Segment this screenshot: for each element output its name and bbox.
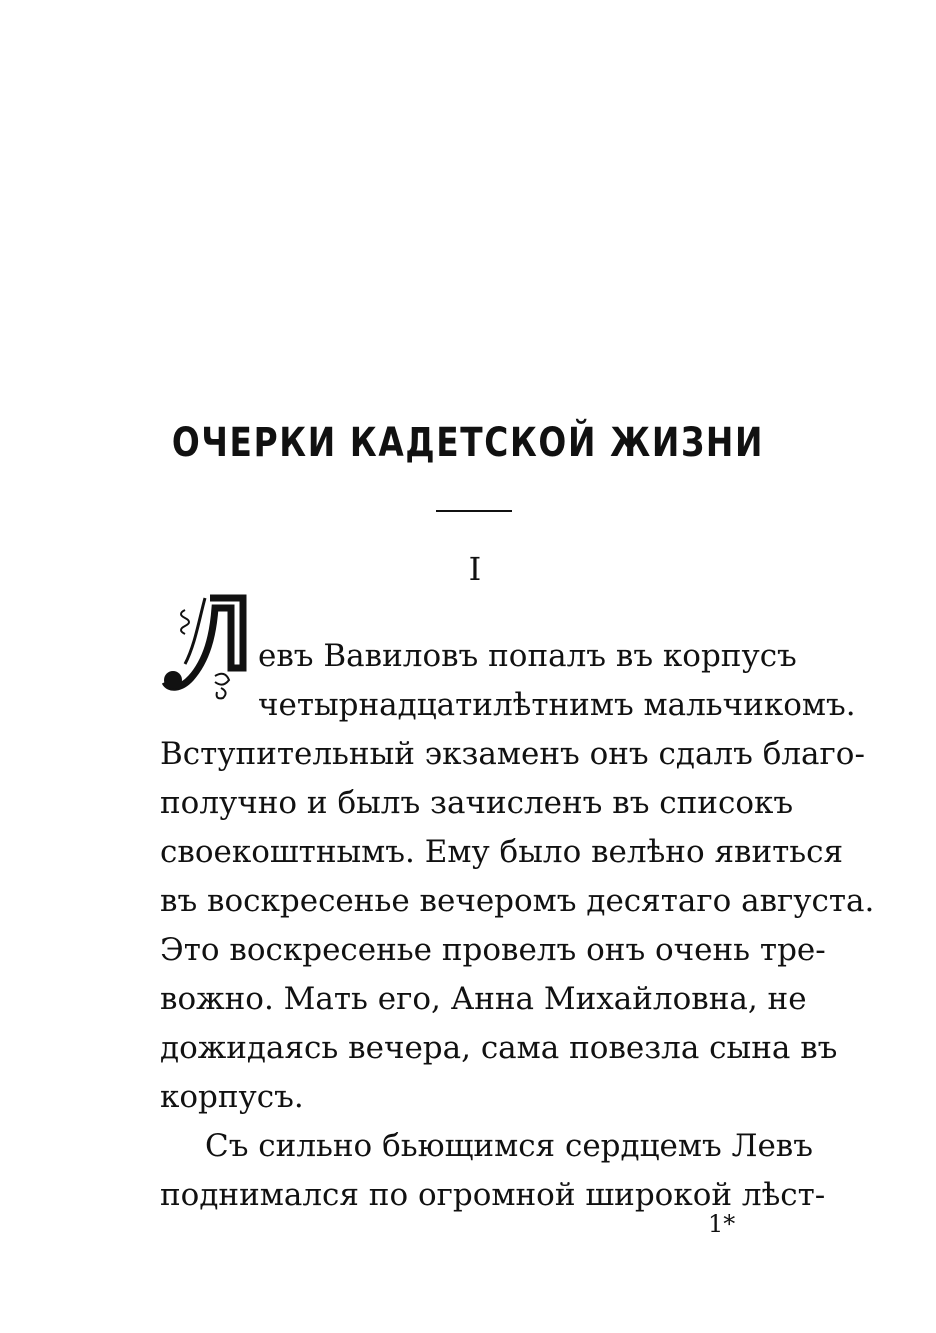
text-line: поднимался по огромной широкой лѣст- bbox=[160, 1177, 826, 1213]
title-rule bbox=[436, 510, 512, 512]
text-line: получно и былъ зачисленъ въ списокъ bbox=[160, 785, 794, 821]
text-line: Это воскресенье провелъ онъ очень тре- bbox=[160, 932, 826, 968]
chapter-number: I bbox=[468, 550, 482, 588]
text-line: евъ Вавиловъ попалъ въ корпусъ bbox=[258, 638, 797, 674]
text-line: въ воскресенье вечеромъ десятаго августа. bbox=[160, 883, 875, 919]
page-title: ОЧЕРКИ КАДЕТСКОЙ ЖИЗНИ bbox=[171, 420, 765, 466]
text-line: Вступительный экзаменъ онъ сдалъ благо- bbox=[160, 736, 865, 772]
text-line: Съ сильно бьющимся сердцемъ Левъ bbox=[205, 1128, 813, 1164]
text-line: корпусъ. bbox=[160, 1079, 304, 1115]
drop-cap-letter bbox=[155, 590, 255, 720]
text-line: четырнадцатилѣтнимъ мальчикомъ. bbox=[258, 687, 856, 723]
text-line: вожно. Мать его, Анна Михайловна, не bbox=[160, 981, 807, 1017]
text-line: дожидаясь вечера, сама повезла сына въ bbox=[160, 1030, 838, 1066]
text-line: своекоштнымъ. Ему было велѣно явиться bbox=[160, 834, 844, 870]
signature-mark: 1* bbox=[708, 1210, 736, 1238]
